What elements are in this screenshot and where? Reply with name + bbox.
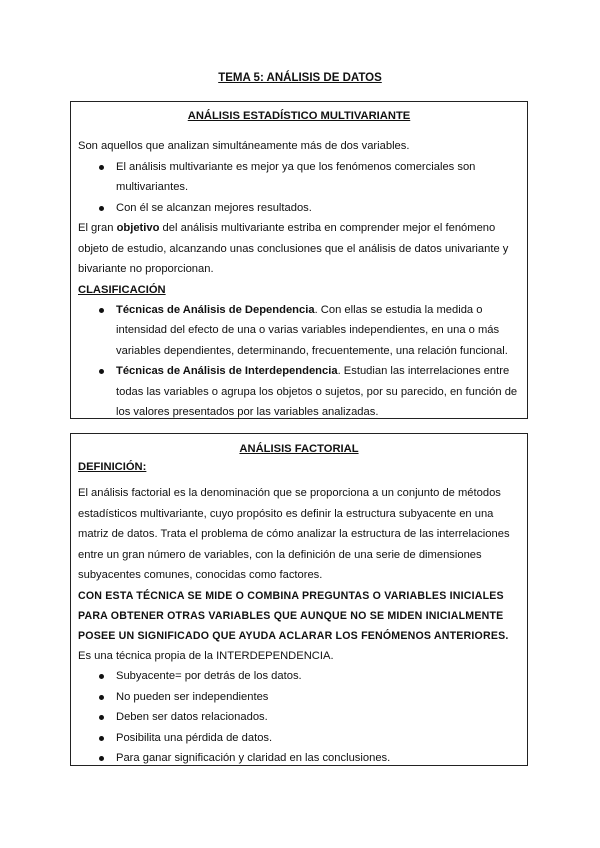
multivariate-content	[71, 136, 527, 423]
list-item: Deben ser datos relacionados.	[96, 707, 520, 728]
list-item: El análisis multivariante es mejor ya que los fenómenos comerciales son multivariantes.	[96, 157, 520, 198]
list-item	[96, 300, 520, 362]
interdependency-label: Técnicas de Análisis de Interdependencia	[116, 365, 338, 377]
list-item: Para ganar significación y claridad en las conclusiones.	[96, 748, 520, 769]
factorial-bullets	[78, 666, 520, 769]
factorial-content	[71, 457, 527, 769]
dependency-text: . Con ellas se estudia la medida o intensidad del efecto de una o varias variables independientes, en una o más variables dependientes, determinando, frecuentemente, una relación funcional.	[116, 303, 508, 357]
definition-paragraph: El análisis factorial es la denominación que se proporciona a un conjunto de métodos estadísticos multivariante, cuyo propósito es definir la estructura subyacente en una matriz de datos. Trata el problema de cómo analizar la estructura de las interrelaciones entre un gran número de variables, con la definición de una serie de dimensiones subyacentes comunes, conocidas como factores.	[78, 487, 510, 581]
interdependency-text: . Estudian las interrelaciones entre todas las variables o agrupa los objetos o sujetos, por su parecido, en función de los valores presentados por las variables analizadas.	[116, 365, 518, 418]
dependency-label: Técnicas de Análisis de Dependencia	[116, 303, 315, 316]
definition-heading: DEFINICIÓN:	[78, 461, 147, 473]
objective-pre: El gran	[78, 222, 117, 234]
classification-list	[78, 300, 520, 423]
multivariate-title: ANÁLISIS ESTADÍSTICO MULTIVARIANTE	[187, 110, 411, 122]
list-item: Subyacente= por detrás de los datos.	[96, 666, 520, 687]
factorial-title: ANÁLISIS FACTORIAL	[239, 443, 359, 455]
list-item	[96, 361, 520, 423]
multivariate-analysis-box	[70, 101, 528, 419]
objective-word: objetivo	[116, 222, 160, 234]
classification-heading: CLASIFICACIÓN	[78, 283, 166, 296]
objective-paragraph	[78, 218, 520, 280]
list-item: Posibilita una pérdida de datos.	[96, 728, 520, 749]
page-title: TEMA 5: ANÁLISIS DE DATOS	[218, 72, 382, 84]
list-item: No pueden ser independientes	[96, 687, 520, 708]
multivariate-intro: Son aquellos que analizan simultáneamente más de dos variables.	[78, 140, 410, 152]
technique-caps-paragraph: CON ESTA TÉCNICA SE MIDE O COMBINA PREGUNTAS O VARIABLES INICIALES PARA OBTENER OTRAS VARIABLES QUE AUNQUE NO SE MIDEN INICIALMENTE POSEE UN SIGNIFICADO QUE AYUDA ACLARAR LOS FENÓMENOS ANTERIORES.	[78, 589, 509, 642]
list-item: Con él se alcanzan mejores resultados.	[96, 198, 520, 219]
technique-paragraph: Es una técnica propia de la INTERDEPENDENCIA.	[78, 649, 334, 662]
objective-post: del análisis multivariante estriba en comprender mejor el fenómeno objeto de estudio, alcanzando unas conclusiones que el análisis de datos univariante y bivariante no proporcionan.	[78, 222, 509, 275]
factorial-analysis-box	[70, 433, 528, 766]
multivariate-bullets	[78, 157, 520, 219]
